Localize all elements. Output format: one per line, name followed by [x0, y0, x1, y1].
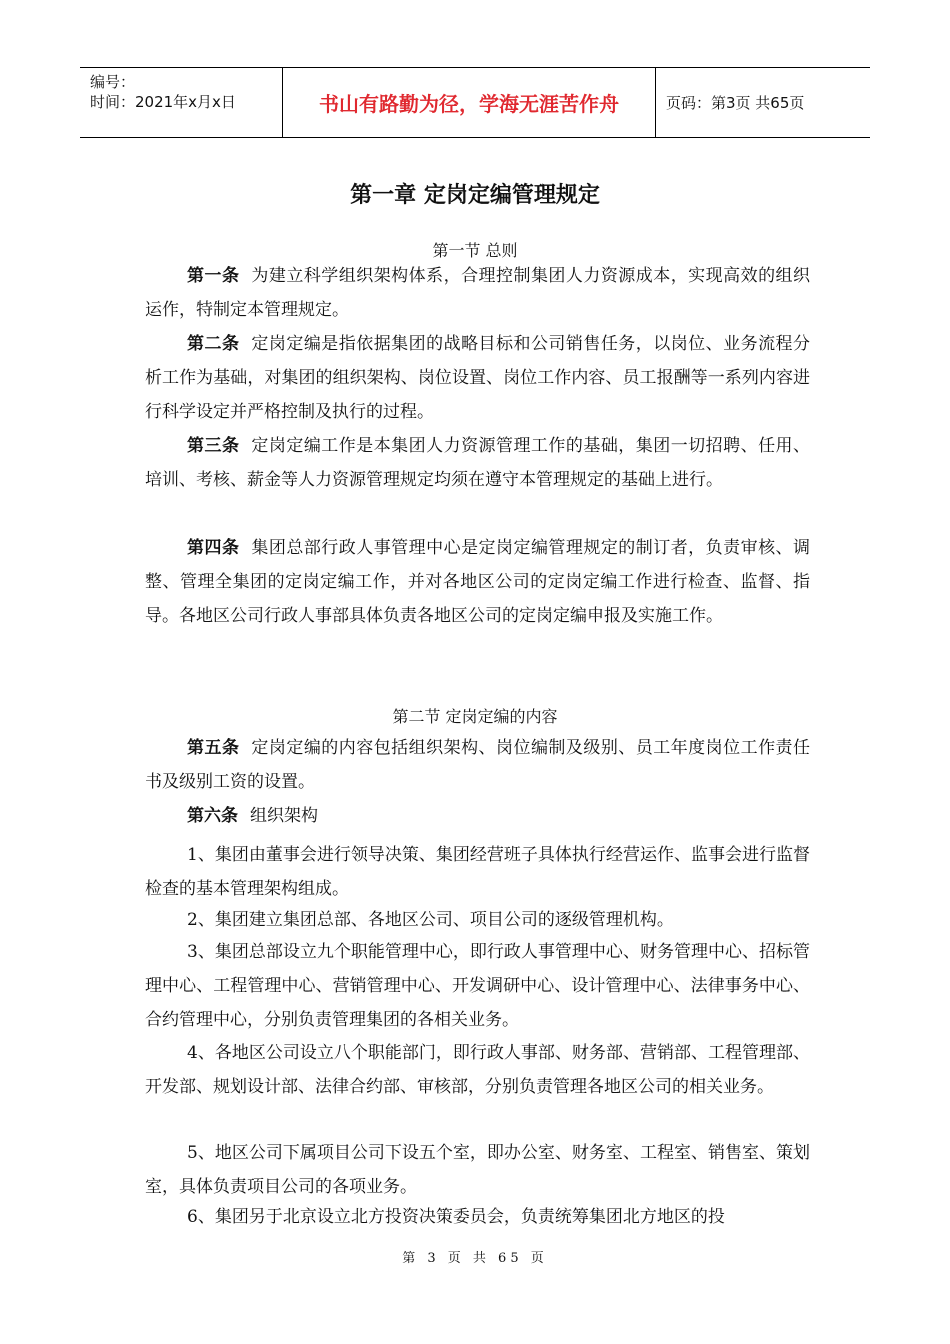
article-label: 第二条 — [187, 334, 240, 354]
list-item: 4、各地区公司设立八个职能部门，即行政人事部、财务部、营销部、工程管理部、开发部、规划设计部、法律合约部、审核部，分别负责管理各地区公司的相关业务。 — [145, 1043, 810, 1097]
article-2 — [145, 327, 810, 429]
document-header — [80, 67, 870, 138]
article-text: 组织架构 — [250, 806, 318, 826]
article-text: 定岗定编是指依据集团的战略目标和公司销售任务，以岗位、业务流程分析工作为基础，对集团的组织架构、岗位设置、岗位工作内容、员工报酬等一系列内容进行科学设定并严格控制及执行的过程。 — [145, 334, 811, 422]
article-6 — [145, 799, 810, 833]
header-motto: 书山有路勤为径，学海无涯苦作舟 — [283, 68, 656, 137]
list-item: 3、集团总部设立九个职能管理中心，即行政人事管理中心、财务管理中心、招标管理中心、工程管理中心、营销管理中心、开发调研中心、设计管理中心、法律事务中心、合约管理中心，分别负责管理集团的各相关业务。 — [145, 942, 810, 1030]
article-1 — [145, 259, 810, 327]
section-title-general: 第一节 总则 — [432, 241, 518, 260]
list-item: 6、集团另于北京设立北方投资决策委员会，负责统筹集团北方地区的投 — [187, 1207, 725, 1227]
document-number-label: 编号： — [90, 73, 136, 91]
article-5 — [145, 731, 810, 799]
article-label: 第六条 — [187, 806, 238, 826]
article-label: 第五条 — [187, 738, 240, 758]
article-text: 定岗定编工作是本集团人力资源管理工作的基础，集团一切招聘、任用、培训、考核、薪金等人力资源管理规定均须在遵守本管理规定的基础上进行。 — [145, 436, 811, 490]
article-3 — [145, 429, 810, 497]
header-page-info: 页码：第3页 共65页 — [666, 94, 805, 112]
document-date-label: 时间：2021年x月x日 — [90, 93, 236, 111]
list-item: 5、地区公司下属项目公司下设五个室，即办公室、财务室、工程室、销售室、策划室，具体负责项目公司的各项业务。 — [145, 1143, 810, 1197]
section-title-content: 第二节 定岗定编的内容 — [392, 707, 558, 726]
list-item: 2、集团建立集团总部、各地区公司、项目公司的逐级管理机构。 — [187, 910, 674, 930]
page-footer: 第 3 页 共 65 页 — [402, 1251, 548, 1266]
list-item: 1、集团由董事会进行领导决策、集团经营班子具体执行经营运作、监事会进行监督检查的基本管理架构组成。 — [145, 845, 810, 899]
chapter-title: 第一章 定岗定编管理规定 — [350, 183, 600, 208]
article-label: 第三条 — [187, 436, 240, 456]
article-label: 第一条 — [187, 266, 240, 286]
article-label: 第四条 — [187, 538, 240, 558]
article-text: 集团总部行政人事管理中心是定岗定编管理规定的制订者，负责审核、调整、管理全集团的定岗定编工作，并对各地区公司的定岗定编工作进行检查、监督、指导。各地区公司行政人事部具体负责各地区公司的定岗定编申报及实施工作。 — [145, 538, 811, 626]
article-text: 定岗定编的内容包括组织架构、岗位编制及级别、员工年度岗位工作责任书及级别工资的设置。 — [145, 738, 811, 792]
article-4 — [145, 531, 810, 633]
article-text: 为建立科学组织架构体系，合理控制集团人力资源成本，实现高效的组织运作，特制定本管理规定。 — [145, 266, 811, 320]
header-meta — [80, 68, 283, 137]
